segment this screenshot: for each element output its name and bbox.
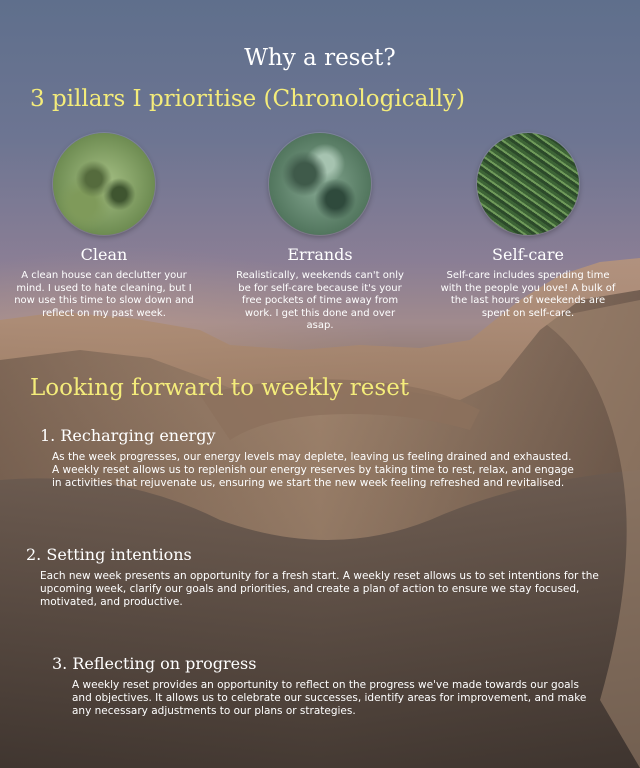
pillar-name: Self-care [492,245,564,264]
reason-title: 1. Recharging energy [40,426,216,445]
reason-description: As the week progresses, our energy levels may deplete, leaving us feeling drained and exhausted. A weekly reset allows us to replenish our energy reserves by taking time to rest, relax, and engage in activities that rejuvenate us, ensuring we start the new week feeling refreshed and revitalised. [52,451,574,489]
reason-setting-intentions [26,545,606,609]
reason-title: 2. Setting intentions [26,545,192,564]
moss-rock-image [53,133,155,235]
pillar-clean [14,133,194,320]
pillar-self-care [438,133,618,320]
pillar-errands [230,133,410,333]
reason-title: 3. Reflecting on progress [52,654,257,673]
page-title: Why a reset? [244,45,396,71]
pillar-name: Clean [80,245,128,264]
reason-recharging-energy [40,426,580,490]
lichen-stone-image [269,133,371,235]
pillar-description: A clean house can declutter your mind. I used to hate cleaning, but I now use this time to slow down and reflect on my past week. [14,270,194,319]
grass-image [477,133,579,235]
reason-reflecting-progress [52,654,592,718]
weekly-reset-heading: Looking forward to weekly reset [30,375,410,401]
pillars-heading: 3 pillars I prioritise (Chronologically) [30,86,465,112]
pillar-description: Self-care includes spending time with the people you love! A bulk of the last hours of weekends are spent on self-care. [440,270,616,319]
reason-description: A weekly reset provides an opportunity to reflect on the progress we've made towards our goals and objectives. It allows us to celebrate our successes, identify areas for improvement, and make any necessary adjustments to our plans or strategies. [72,679,587,717]
reason-description: Each new week presents an opportunity for a fresh start. A weekly reset allows us to set intentions for the upcoming week, clarify our goals and priorities, and create a plan of action to ensure we stay focused, motivated, and productive. [40,570,599,608]
pillar-description: Realistically, weekends can't only be for self-care because it's your free pockets of time away from work. I get this done and over asap. [236,270,404,331]
pillar-name: Errands [287,245,353,264]
